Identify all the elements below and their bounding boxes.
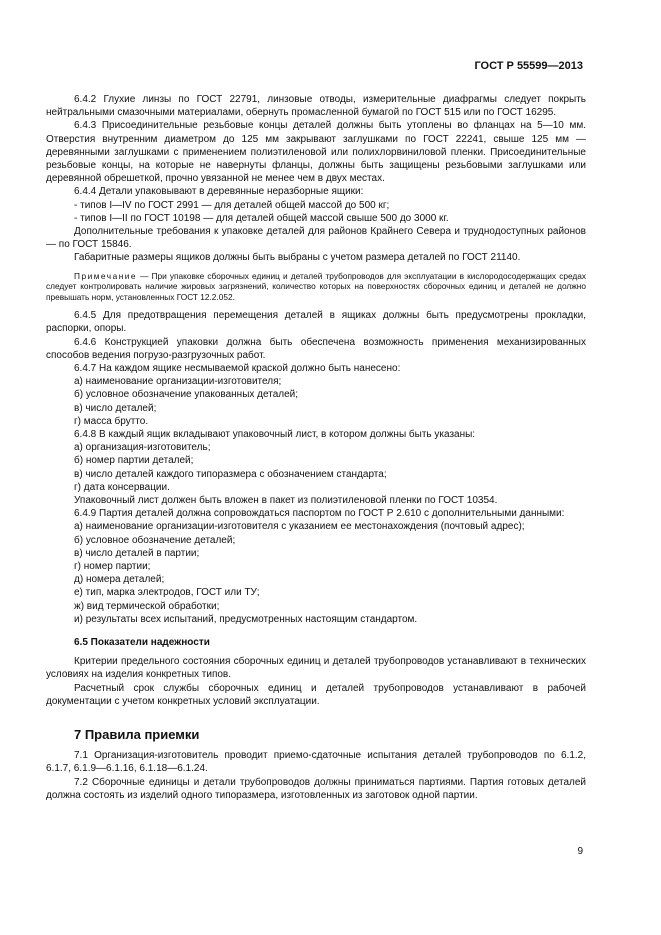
paragraph-service-life: Расчетный срок службы сборочных единиц и деталей трубопроводов устанавливают в рабочей документации с учетом конкретных условий эксплуатации. (46, 682, 586, 707)
list-item: г) масса брутто. (74, 415, 149, 427)
list-item: - типов I—IV по ГОСТ 2991 — для деталей общей массой до 500 кг; (74, 199, 390, 211)
list-item: а) наименование организации-изготовителя с указанием ее местонахождения (почтовый адрес); (74, 521, 525, 533)
document-body (46, 93, 586, 802)
paragraph-7-1: 7.1 Организация-изготовитель проводит приемо-сдаточные испытания деталей трубопроводов по 6.1.2, 6.1.7, 6.1.9—6.1.16, 6.1.18—6.1.24. (46, 750, 586, 775)
list-item: г) номер партии; (74, 561, 151, 572)
list-item: в) число деталей; (74, 402, 157, 414)
paragraph-6-4-9: 6.4.9 Партия деталей должна сопровождаться паспортом по ГОСТ Р 2.610 с дополнительными данными: (74, 508, 565, 520)
paragraph-6-4-6: 6.4.6 Конструкцией упаковки должна быть обеспечена возможность применения механизированных способов ведения погрузо-разгрузочных работ. (46, 336, 586, 361)
paragraph-box-dimensions: Габаритные размеры ящиков должны быть выбраны с учетом размера деталей по ГОСТ 21140. (74, 252, 521, 264)
list-item: в) число деталей каждого типоразмера с обозначением стандарта; (74, 468, 387, 480)
paragraph-7-2: 7.2 Сборочные единицы и детали трубопроводов должны приниматься партиями. Партия готовых деталей должна состоять из изделий одного типоразмера, изготовленных из заготовок одной партии. (46, 776, 586, 801)
paragraph-extra-requirements: Дополнительные требования к упаковке деталей для районов Крайнего Севера и труднодоступных районов — по ГОСТ 15846. (46, 226, 586, 251)
note (46, 271, 586, 303)
list-item: б) условное обозначение деталей; (74, 534, 236, 546)
list-item: б) номер партии деталей; (74, 455, 194, 467)
list-item: д) номера деталей; (74, 574, 165, 586)
list-item: а) организация-изготовитель; (74, 442, 211, 454)
paragraph-6-4-5: 6.4.5 Для предотвращения перемещения деталей в ящиках должны быть предусмотрены прокладки, распорки, опоры. (46, 310, 586, 335)
list-item: и) результаты всех испытаний, предусмотренных настоящим стандартом. (74, 613, 418, 625)
note-label: Примечание (74, 270, 138, 281)
document-number: ГОСТ Р 55599—2013 (474, 60, 583, 72)
list-item: ж) вид термической обработки; (74, 600, 220, 612)
paragraph-failure-criteria: Критерии предельного состояния сборочных единиц и деталей трубопроводов устанавливают в технических условиях на изделия конкретных типов. (46, 656, 586, 681)
note-text: — При упаковке сборочных единиц и деталей трубопроводов для эксплуатации в кислородосодержащих средах следует контролировать наличие жировых загрязнений, количество которых на поверхностях сборочных единиц и деталей не должно превышать норм, установленных ГОСТ 12.2.052. (46, 270, 586, 302)
paragraph-6-4-8: 6.4.8 В каждый ящик вкладывают упаковочный лист, в котором должны быть указаны: (74, 428, 476, 440)
list-item: - типов I—II по ГОСТ 10198 — для деталей общей массой свыше 500 до 3000 кг. (74, 212, 449, 224)
paragraph-6-4-2: 6.4.2 Глухие линзы по ГОСТ 22791, линзовые отводы, измерительные диафрагмы следует покрыть нейтральными смазочными материалами, обернуть промасленной бумагой по ГОСТ 515 или по ГОСТ 16295. (46, 94, 586, 119)
paragraph-packing-list: Упаковочный лист должен быть вложен в пакет из полиэтиленовой пленки по ГОСТ 10354. (74, 494, 498, 506)
list-item: е) тип, марка электродов, ГОСТ или ТУ; (74, 587, 260, 599)
subsection-heading-6-5: 6.5 Показатели надежности (74, 637, 210, 649)
page-number: 9 (577, 846, 583, 857)
list-item: б) условное обозначение упакованных деталей; (74, 389, 299, 401)
section-heading-7: 7 Правила приемки (74, 727, 200, 743)
list-item: а) наименование организации-изготовителя; (74, 376, 282, 388)
paragraph-6-4-3: 6.4.3 Присоединительные резьбовые концы деталей должны быть утоплены во фланцах на 5—10 мм. Отверстия внутренним диаметром до 125 мм закрывают заглушками по ГОСТ 22241, свыше 125 мм — деревянными заглушками с применением полиэтиленовой или полихлорвиниловой пленки. Присоединительные резьбовые концы, на которые не навернуты фланцы, должны быть защищены резьбовыми заглушками или деревянной обрешеткой, прочно увязанной не менее чем в двух местах. (46, 120, 586, 185)
list-item: г) дата консервации. (74, 481, 170, 493)
paragraph-6-4-4: 6.4.4 Детали упаковывают в деревянные неразборные ящики: (74, 186, 364, 198)
paragraph-6-4-7: 6.4.7 На каждом ящике несмываемой краской должно быть нанесено: (74, 362, 401, 374)
list-item: в) число деталей в партии; (74, 547, 200, 559)
